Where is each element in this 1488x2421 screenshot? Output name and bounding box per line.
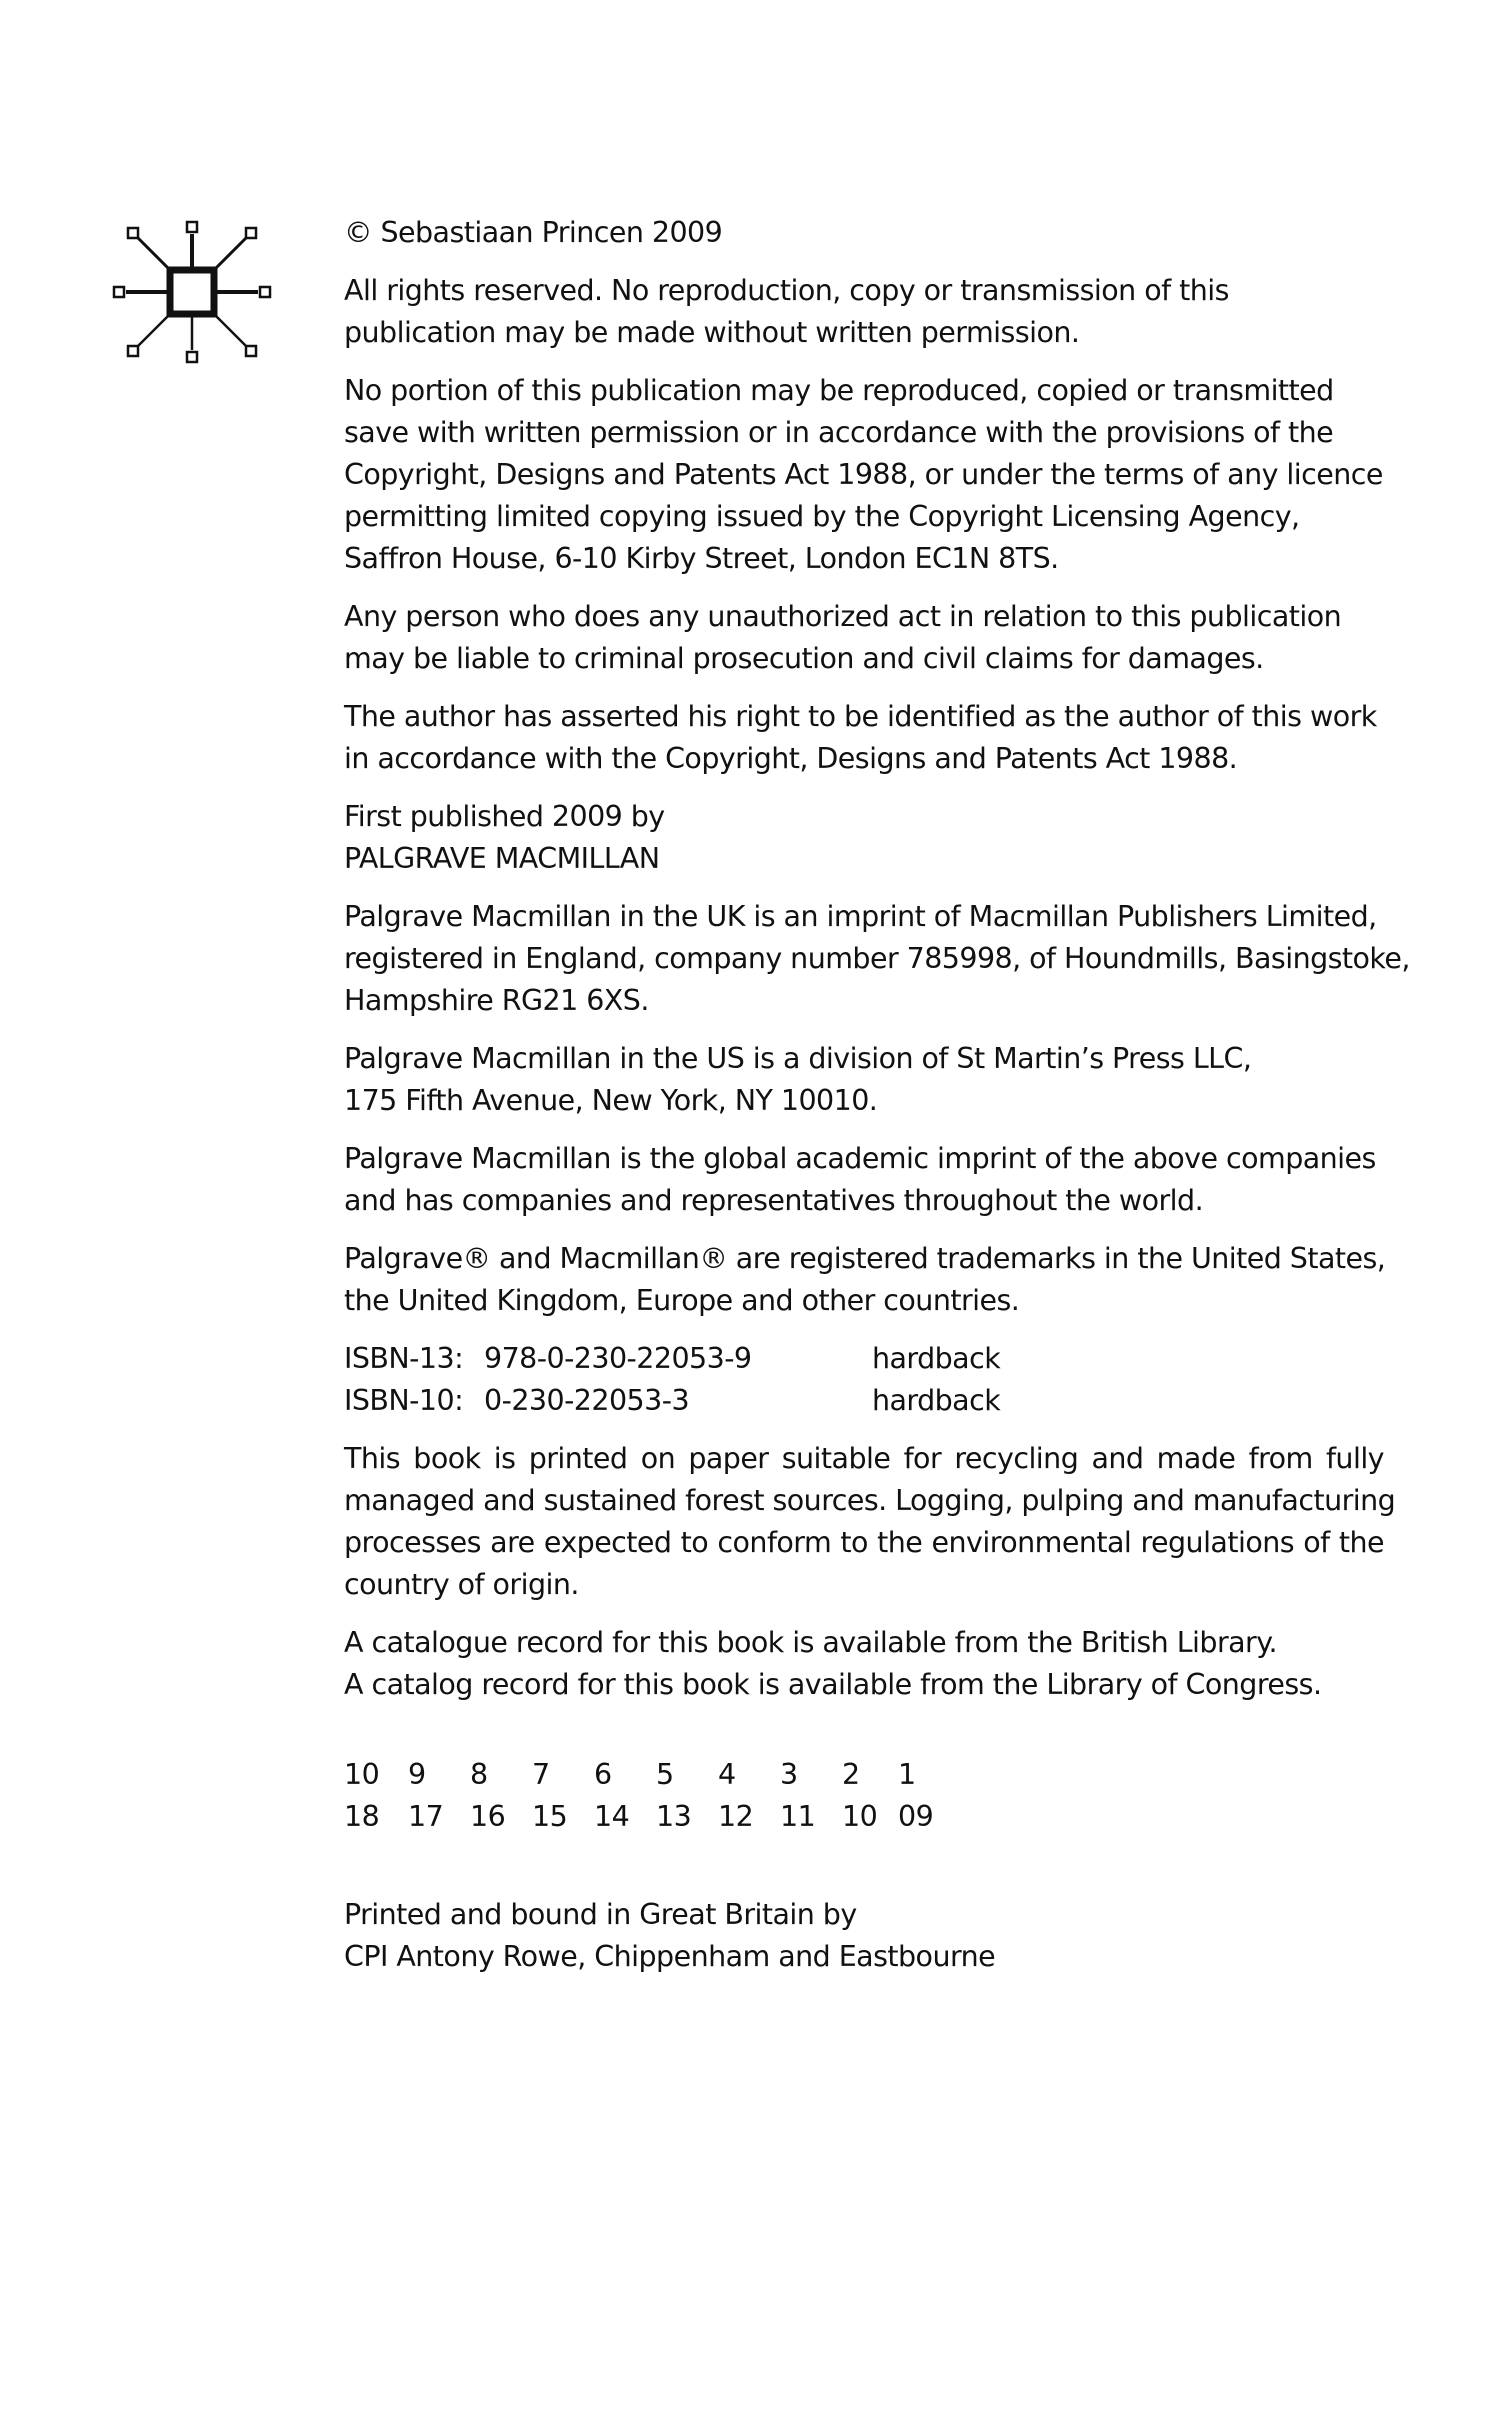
printing-year: 14 <box>594 1800 630 1833</box>
text-line: country of origin. <box>344 1568 579 1601</box>
text-line: The author has asserted his right to be identified as the author of this work <box>344 700 1377 733</box>
text-line: Saffron House, 6-10 Kirby Street, London EC1N 8TS. <box>344 542 1059 575</box>
printing-year: 18 <box>344 1800 380 1833</box>
text-line: Palgrave® and Macmillan® are registered trademarks in the United States, <box>344 1242 1386 1275</box>
text-line: A catalogue record for this book is available from the British Library. <box>344 1626 1277 1659</box>
publisher-colophon-icon <box>112 212 272 372</box>
catalogue-record-paragraph <box>344 1622 1384 1706</box>
uk-imprint-paragraph <box>344 896 1410 1022</box>
printing-number: 4 <box>718 1758 736 1791</box>
text-line: publication may be made without written permission. <box>344 316 1080 349</box>
isbn-row <box>344 1338 1000 1380</box>
text-line: and has companies and representatives throughout the world. <box>344 1184 1204 1217</box>
printing-number: 10 <box>344 1758 380 1791</box>
printing-number: 7 <box>532 1758 550 1791</box>
printing-numbers-row <box>344 1754 1384 1796</box>
publisher-name: PALGRAVE MACMILLAN <box>344 842 660 875</box>
text-line: A catalog record for this book is available from the Library of Congress. <box>344 1668 1322 1701</box>
isbn-label: ISBN-13: <box>344 1342 464 1375</box>
text-line: Printed and bound in Great Britain by <box>344 1898 857 1931</box>
text-line: in accordance with the Copyright, Designs and Patents Act 1988. <box>344 742 1238 775</box>
text-line: save with written permission or in accordance with the provisions of the <box>344 416 1334 449</box>
isbn-cell <box>344 1380 872 1422</box>
text-line: This book is printed on paper suitable for recycling and made from fully <box>344 1442 1384 1475</box>
printing-year: 15 <box>532 1800 568 1833</box>
text-line: All rights reserved. No reproduction, copy or transmission of this <box>344 274 1229 307</box>
printing-number: 6 <box>594 1758 612 1791</box>
text-line: may be liable to criminal prosecution and civil claims for damages. <box>344 642 1264 675</box>
text-line: 175 Fifth Avenue, New York, NY 10010. <box>344 1084 878 1117</box>
printing-year: 16 <box>470 1800 506 1833</box>
paper-statement-paragraph <box>344 1438 1396 1606</box>
copyright-line: © Sebastiaan Princen 2009 <box>344 216 723 249</box>
text-line: No portion of this publication may be reproduced, copied or transmitted <box>344 374 1334 407</box>
printing-number: 5 <box>656 1758 674 1791</box>
text-line: Any person who does any unauthorized act in relation to this publication <box>344 600 1342 633</box>
copyright-text <box>344 212 1410 1994</box>
reproduction-paragraph <box>344 370 1384 580</box>
global-imprint-paragraph <box>344 1138 1384 1222</box>
text-line: Hampshire RG21 6XS. <box>344 984 649 1017</box>
isbn-row <box>344 1380 1000 1422</box>
isbn-label: ISBN-10: <box>344 1384 464 1417</box>
author-rights-paragraph <box>344 696 1384 780</box>
printing-number: 2 <box>842 1758 860 1791</box>
printing-years-row <box>344 1796 1384 1838</box>
first-published-paragraph <box>344 796 1384 880</box>
text-line: First published 2009 by <box>344 800 665 833</box>
copyright-notice <box>344 212 1384 254</box>
text-line: the United Kingdom, Europe and other countries. <box>344 1284 1020 1317</box>
printing-year: 10 <box>842 1800 878 1833</box>
rights-reserved-paragraph <box>344 270 1384 354</box>
printing-number: 3 <box>780 1758 798 1791</box>
printer-name: CPI Antony Rowe, Chippenham and Eastbourne <box>344 1940 996 1973</box>
text-line: permitting limited copying issued by the Copyright Licensing Agency, <box>344 500 1300 533</box>
printing-line <box>344 1754 1384 1838</box>
text-line: registered in England, company number 785998, of Houndmills, Basingstoke, <box>344 942 1410 975</box>
isbn-cell <box>344 1338 872 1380</box>
printing-year: 17 <box>408 1800 444 1833</box>
printing-number: 8 <box>470 1758 488 1791</box>
printing-number: 1 <box>898 1758 916 1791</box>
isbn-format: hardback <box>872 1384 1001 1417</box>
printing-number: 9 <box>408 1758 426 1791</box>
isbn-number: 0-230-22053-3 <box>484 1384 690 1417</box>
text-line: Palgrave Macmillan in the US is a division of St Martin’s Press LLC, <box>344 1042 1252 1075</box>
printing-year: 13 <box>656 1800 692 1833</box>
text-line: managed and sustained forest sources. Logging, pulping and manufacturing <box>344 1484 1396 1517</box>
unauthorized-act-paragraph <box>344 596 1384 680</box>
printer-paragraph <box>344 1894 1384 1978</box>
trademarks-paragraph <box>344 1238 1384 1322</box>
text-line: processes are expected to conform to the environmental regulations of the <box>344 1526 1384 1559</box>
isbn-table <box>344 1338 1000 1422</box>
isbn-number: 978-0-230-22053-9 <box>484 1342 752 1375</box>
printing-year: 12 <box>718 1800 754 1833</box>
printing-year: 11 <box>780 1800 816 1833</box>
text-line: Palgrave Macmillan in the UK is an imprint of Macmillan Publishers Limited, <box>344 900 1377 933</box>
us-division-paragraph <box>344 1038 1384 1122</box>
text-line: Palgrave Macmillan is the global academic imprint of the above companies <box>344 1142 1376 1175</box>
printing-year: 09 <box>898 1800 934 1833</box>
text-line: Copyright, Designs and Patents Act 1988, or under the terms of any licence <box>344 458 1383 491</box>
isbn-format: hardback <box>872 1342 1001 1375</box>
